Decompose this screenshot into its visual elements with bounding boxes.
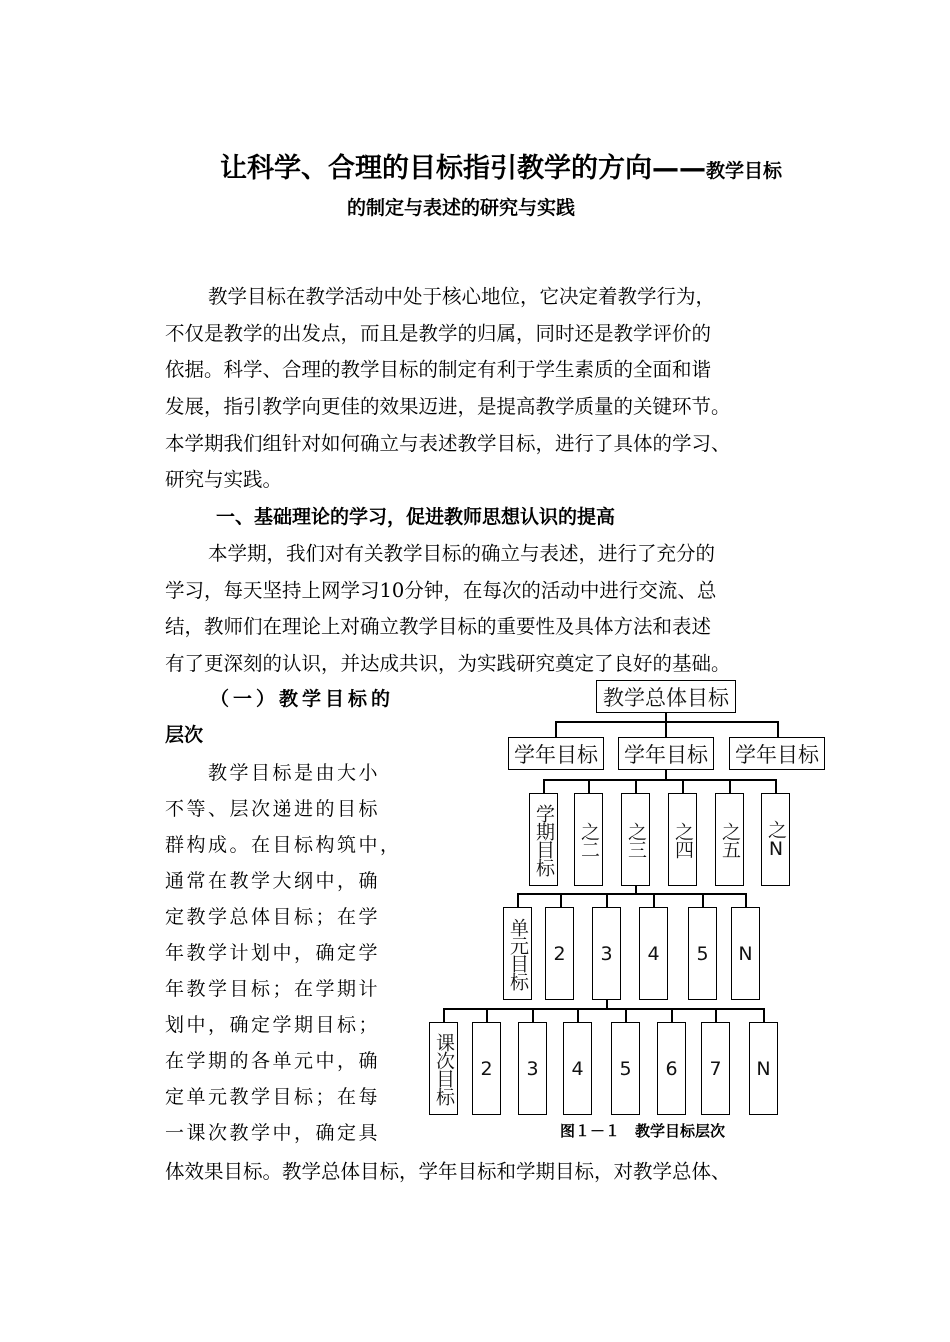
section-line: 结，教师们在理论上对确立教学目标的重要性及具体方法和表述: [165, 615, 712, 638]
diagram-node-lesson: 4: [563, 1022, 592, 1115]
column-line: 不等、层次递进的目标: [165, 798, 381, 820]
page-subtitle: 的制定与表述的研究与实践: [347, 197, 576, 219]
page-title: [220, 146, 782, 185]
column-line: 划中，确定学期目标；: [165, 1014, 381, 1036]
diagram-node-year: 学年目标: [508, 737, 604, 770]
column-line: 通常在教学大纲中，确: [165, 870, 381, 892]
title-tail: 教学目标: [706, 160, 783, 182]
diagram-node-term: 之三: [621, 793, 650, 886]
diagram-node-term: 之二: [574, 793, 603, 886]
section-line: 有了更深刻的认识，并达成共识，为实践研究奠定了良好的基础。: [165, 652, 731, 675]
section-line: 本学期，我们对有关教学目标的确立与表述，进行了充分的: [208, 542, 716, 565]
diagram-caption: 图１－１ 教学目标层次: [560, 1122, 726, 1140]
diagram-node-top: 教学总体目标: [596, 680, 736, 713]
diagram-node-unit: 5: [688, 907, 717, 1000]
intro-line: 不仅是教学的出发点，而且是教学的归属，同时还是教学评价的: [165, 322, 712, 345]
diagram-node-year: 学年目标: [729, 737, 825, 770]
last-line: 体效果目标。教学总体目标，学年目标和学期目标，对教学总体、: [165, 1160, 731, 1183]
diagram-node-term: 之四: [668, 793, 697, 886]
intro-line: 依据。科学、合理的教学目标的制定有利于学生素质的全面和谐: [165, 358, 712, 381]
column-line: 一课次教学中，确定具: [165, 1122, 381, 1144]
section-line: 学习，每天坚持上网学习10分钟，在每次的活动中进行交流、总: [165, 579, 717, 602]
title-main: 让科学、合理的目标指引教学的方向——: [220, 153, 706, 184]
intro-line: 发展，指引教学向更佳的效果迈进，是提高教学质量的关键环节。: [165, 395, 731, 418]
diagram-node-lesson: 3: [518, 1022, 547, 1115]
diagram-node-unit: N: [731, 907, 760, 1000]
column-line: 定教学总体目标；在学: [165, 906, 381, 928]
intro-line: 教学目标在教学活动中处于核心地位，它决定着教学行为，: [208, 285, 716, 308]
column-line: 在学期的各单元中，确: [165, 1050, 381, 1072]
diagram-node-lesson: 2: [472, 1022, 501, 1115]
diagram-node-lesson: 6: [657, 1022, 686, 1115]
subsection-heading: （一）教学目标的: [210, 688, 395, 710]
diagram-node-term: 之N: [761, 793, 790, 886]
diagram-node-term: 之五: [715, 793, 744, 886]
diagram-node-unit: 单元目标: [503, 907, 532, 1000]
column-line: 教学目标是由大小: [208, 762, 381, 784]
intro-line: 研究与实践。: [165, 468, 283, 491]
diagram-node-lesson: 7: [701, 1022, 730, 1115]
intro-line: 本学期我们组针对如何确立与表述教学目标，进行了具体的学习、: [165, 432, 731, 455]
diagram-node-unit: 2: [545, 907, 574, 1000]
diagram-node-unit: 4: [639, 907, 668, 1000]
diagram-node-year: 学年目标: [618, 737, 714, 770]
diagram-node-lesson: 课次目标: [429, 1022, 458, 1115]
section-heading: 一、基础理论的学习，促进教师思想认识的提高: [216, 506, 616, 528]
diagram-node-lesson: N: [749, 1022, 778, 1115]
column-line: 年教学目标；在学期计: [165, 978, 381, 1000]
diagram-node-unit: 3: [592, 907, 621, 1000]
column-line: 定单元教学目标；在每: [165, 1086, 381, 1108]
diagram-node-term: 学期目标: [529, 793, 558, 886]
subsection-heading-cont: 层次: [165, 724, 204, 746]
diagram-node-lesson: 5: [611, 1022, 640, 1115]
column-line: 年教学计划中，确定学: [165, 942, 381, 964]
column-line: 群构成。在目标构筑中，: [165, 834, 402, 856]
